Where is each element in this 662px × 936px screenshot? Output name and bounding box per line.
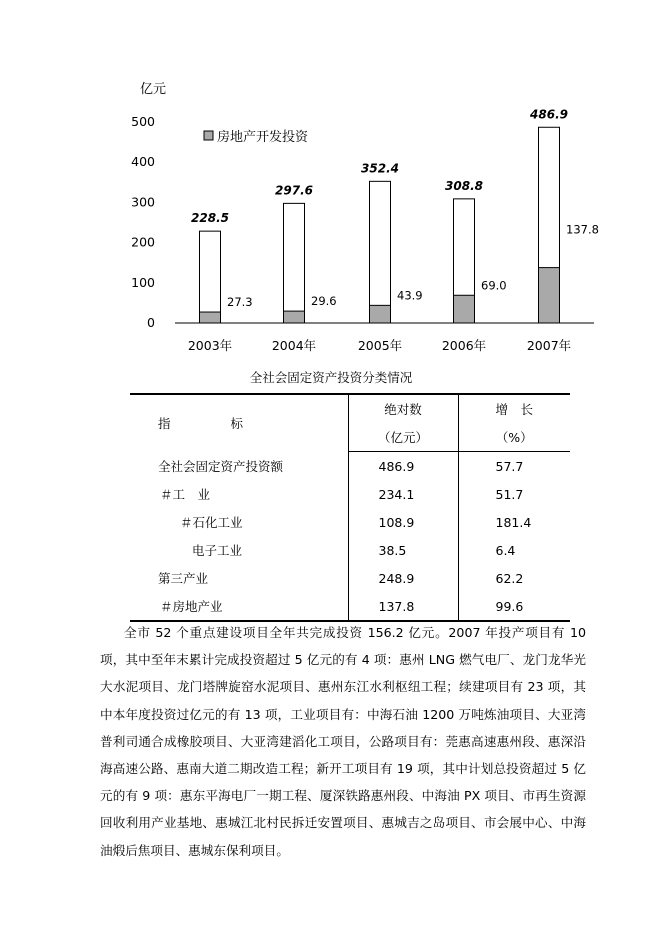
legend-swatch — [204, 131, 213, 140]
row-label: 第三产业 — [158, 571, 209, 586]
total-value-label: 308.8 — [445, 178, 483, 193]
header-indicator — [130, 394, 348, 452]
summary-paragraph: 全市 52 个重点建设项目全年共完成投资 156.2 亿元。2007 年投产项目有 10 项，其中至年末累计完成投资超过 5 亿元的有 4 项：惠州 LNG 燃气电厂、龙门龙华光大水泥项目、龙门塔牌旋窑水泥项目、惠州东江水利枢纽工程；续建项目有 23 项，其中本年度投资过亿元的有 13 项，工业项目有：中海石油 1200 万吨炼油项目、大亚湾普利司通合成橡胶项目、大亚湾建滔化工项目，公路项目有：莞惠高速惠州段、惠深沿海高速公路、惠南大道二期改造工程；新开工项目有 19 项，其中计划总投资超过 5 亿元的有 9 项：惠东平海电厂一期工程、厦深铁路惠州段、中海油 PX 项目、市再生资源回收利用产业基地、惠城江北村民拆迁安置项目、惠城吉之岛项目、市会展中心、中海油煅后焦项目、惠城东保利项目。 — [100, 625, 586, 858]
row-label: ＃工 业 — [160, 487, 211, 502]
header-growth: 增 长 — [458, 394, 570, 423]
header-indicator-a: 指 — [158, 416, 171, 432]
row-value: 486.9 — [348, 452, 458, 481]
y-tick-label: 0 — [147, 315, 155, 330]
real-estate-bar — [284, 311, 305, 323]
row-growth: 6.4 — [458, 536, 570, 564]
y-tick-label: 400 — [131, 154, 155, 170]
real-estate-value-label: 43.9 — [397, 288, 423, 303]
x-tick-label: 2003年 — [187, 338, 233, 353]
row-value: 38.5 — [348, 536, 458, 564]
table-row — [130, 564, 570, 592]
row-value: 234.1 — [348, 480, 458, 508]
total-investment-bar — [200, 231, 221, 323]
y-tick-label: 100 — [131, 274, 155, 290]
header-indicator-b: 标 — [230, 416, 244, 432]
header-growth-unit: （%） — [458, 423, 570, 452]
real-estate-bar — [454, 295, 475, 323]
x-tick-label: 2004年 — [271, 338, 317, 353]
header-absolute: 绝对数 — [348, 394, 458, 423]
investment-table — [130, 393, 570, 622]
x-tick-label: 2006年 — [441, 338, 487, 353]
total-value-label: 297.6 — [275, 183, 313, 198]
y-tick-label: 200 — [131, 234, 155, 250]
row-growth: 62.2 — [458, 564, 570, 592]
table-title: 全社会固定资产投资分类情况 — [249, 370, 413, 385]
total-value-label: 352.4 — [361, 161, 399, 176]
real-estate-value-label: 69.0 — [481, 278, 507, 293]
row-growth: 181.4 — [458, 508, 570, 536]
row-label: 全社会固定资产投资额 — [158, 458, 284, 474]
legend — [204, 129, 309, 145]
x-tick-label: 2007年 — [526, 338, 572, 353]
real-estate-bar — [200, 312, 221, 323]
investment-chart — [0, 0, 662, 370]
table-row — [130, 536, 570, 564]
row-value: 248.9 — [348, 564, 458, 592]
total-value-label: 228.5 — [191, 211, 229, 226]
table-container — [130, 393, 570, 622]
row-growth: 51.7 — [458, 480, 570, 508]
real-estate-value-label: 29.6 — [311, 294, 337, 309]
row-value: 137.8 — [348, 592, 458, 621]
real-estate-value-label: 137.8 — [566, 222, 599, 237]
header-absolute-unit: （亿元） — [348, 423, 458, 452]
total-investment-bar — [370, 181, 391, 323]
total-value-label: 486.9 — [530, 107, 568, 122]
table-row — [130, 452, 570, 481]
row-label: 电子工业 — [192, 543, 243, 558]
y-tick-label: 500 — [131, 114, 155, 129]
row-value: 108.9 — [348, 508, 458, 536]
x-tick-label: 2005年 — [357, 338, 403, 353]
legend-label: 房地产开发投资 — [217, 130, 309, 145]
real-estate-bar — [539, 268, 560, 323]
row-label: ＃房地产业 — [160, 599, 223, 614]
y-tick-label: 300 — [131, 194, 155, 210]
y-axis-ticks — [131, 114, 155, 330]
table-header-row — [130, 394, 570, 423]
table-row — [130, 592, 570, 621]
row-growth: 99.6 — [458, 592, 570, 621]
real-estate-bar — [370, 305, 391, 323]
row-growth: 57.7 — [458, 452, 570, 481]
y-unit-label: 亿元 — [140, 82, 167, 97]
total-investment-bar — [284, 203, 305, 323]
table-row — [130, 508, 570, 536]
real-estate-value-label: 27.3 — [227, 295, 253, 310]
table-row — [130, 480, 570, 508]
row-label: ＃石化工业 — [180, 515, 243, 530]
